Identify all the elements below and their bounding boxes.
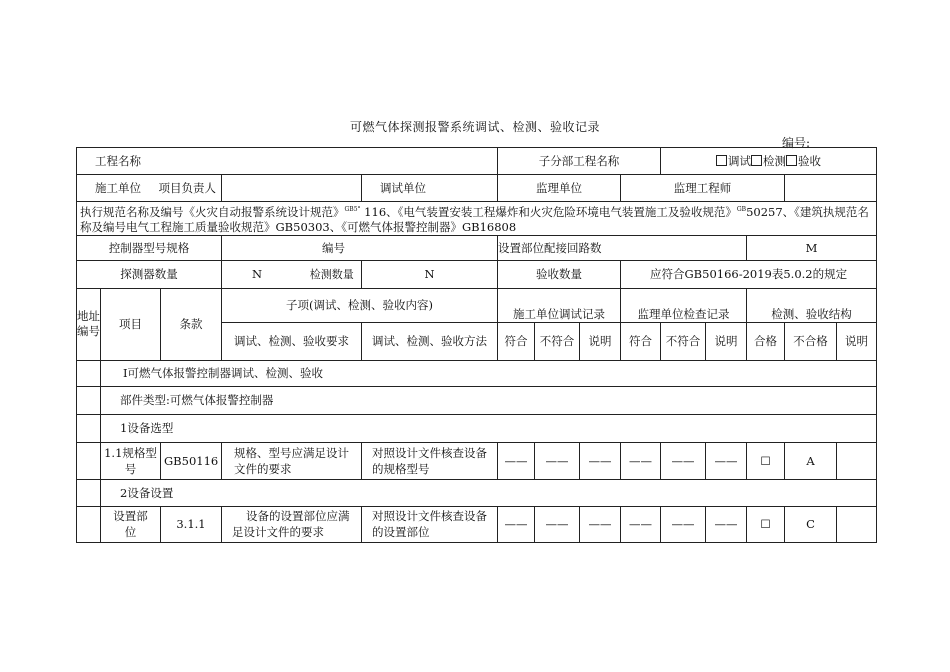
- row-2-note-supervision[interactable]: ——: [706, 506, 747, 542]
- controller-row: [77, 235, 877, 260]
- col-supervision-record: 监理单位检查记录: [621, 288, 747, 322]
- project-lead-label: 项目负责人: [158, 181, 216, 195]
- col-sub-item: 子项(调试、检测、验收内容): [222, 288, 498, 322]
- col-address-no: 地址编号: [77, 288, 101, 360]
- table-row: [77, 506, 877, 542]
- supervision-unit-label: 监理单位: [498, 175, 621, 202]
- group-1-blank: [77, 414, 101, 442]
- col-method: 调试、检测、验收方法: [362, 322, 498, 360]
- row-1-not-comply-construction[interactable]: ——: [535, 442, 580, 479]
- row-1-note-result[interactable]: [837, 442, 877, 479]
- detector-count-cell: [222, 260, 362, 288]
- table-row: [77, 442, 877, 479]
- number-field-label: 编号: [222, 235, 498, 260]
- row-2-note-result[interactable]: [837, 506, 877, 542]
- debug-option-label: 调试: [728, 154, 752, 168]
- row-1-item: 1.1规格型号: [101, 442, 161, 479]
- detect-checkbox[interactable]: [751, 155, 762, 166]
- row-2-requirement: 设备的设置部位应满足设计文件的要求: [222, 506, 362, 542]
- section-1-title: I可燃气体报警控制器调试、检测、验收: [101, 360, 877, 386]
- group-2-blank: [77, 479, 101, 506]
- row-1-comply-construction[interactable]: ——: [498, 442, 535, 479]
- row-1-note-construction[interactable]: ——: [580, 442, 621, 479]
- units-row: [77, 175, 877, 202]
- column-header-row-1: [77, 288, 877, 322]
- component-type-text: 部件类型:可燃气体报警控制器: [101, 386, 877, 414]
- col-requirement: 调试、检测、验收要求: [222, 322, 362, 360]
- col-note-result: 说明: [837, 322, 877, 360]
- group-1-title: 1设备选型: [101, 414, 877, 442]
- col-pass: 合格: [747, 322, 785, 360]
- col-construction-record: 施工单位调试记录: [498, 288, 621, 322]
- spec-sup-2: GB: [736, 206, 747, 213]
- row-1-not-comply-supervision[interactable]: ——: [661, 442, 706, 479]
- accept-option-label: 验收: [798, 154, 822, 168]
- col-fail: 不合格: [785, 322, 837, 360]
- row-2-address[interactable]: [77, 506, 101, 542]
- document-number-label: 编号:: [782, 136, 811, 150]
- section-1-blank: [77, 360, 101, 386]
- sub-project-label: 子分部工程名称: [498, 148, 661, 175]
- controller-model-label: 控制器型号规格: [77, 235, 222, 260]
- col-result: 检测、验收结构: [747, 288, 877, 322]
- col-clause: 条款: [161, 288, 222, 360]
- accept-checkbox[interactable]: [786, 155, 797, 166]
- row-2-pass-checkbox[interactable]: ☐: [747, 506, 785, 542]
- row-2-not-comply-supervision[interactable]: ——: [661, 506, 706, 542]
- accepted-count-label: 验收数量: [498, 260, 621, 288]
- spec-prefix: 执行规范名称及编号《火灾自动报警系统设计规范》: [80, 204, 345, 219]
- counts-row: [77, 260, 877, 288]
- col-item: 项目: [101, 288, 161, 360]
- supervision-engineer-value[interactable]: [785, 175, 877, 202]
- section-1-row: [77, 360, 877, 386]
- row-2-item: 设置部位: [101, 506, 161, 542]
- debug-unit-label: 调试单位: [362, 175, 498, 202]
- row-1-clause: GB50116: [161, 442, 222, 479]
- row-1-address[interactable]: [77, 442, 101, 479]
- row-1-method: 对照设计文件核查设备的规格型号: [362, 442, 498, 479]
- group-2-title: 2设备设置: [101, 479, 877, 506]
- col-comply-construction: 符合: [498, 322, 535, 360]
- group-2-row: [77, 479, 877, 506]
- loop-count-value: M: [747, 235, 877, 260]
- row-1-comply-supervision[interactable]: ——: [621, 442, 661, 479]
- construction-unit-label: [77, 175, 222, 202]
- detect-option-label: 检测: [763, 154, 787, 168]
- row-1-grade: A: [785, 442, 837, 479]
- row-2-method: 对照设计文件核查设备的设置部位: [362, 506, 498, 542]
- detected-count-label: 检测数量: [309, 268, 354, 282]
- spec-row: [77, 202, 877, 236]
- detected-count-value: N: [362, 260, 498, 288]
- project-name-label: 工程名称: [77, 148, 498, 175]
- row-1-pass-checkbox[interactable]: ☐: [747, 442, 785, 479]
- row-1-note-supervision[interactable]: ——: [706, 442, 747, 479]
- detector-count-label: 探测器数量: [77, 260, 222, 288]
- spec-middle-1: 116、《电气装置安装工程爆炸和火灾危险环境电气装置施工及验收规范》: [360, 204, 737, 219]
- row-2-note-construction[interactable]: ——: [580, 506, 621, 542]
- row-1-requirement: 规格、型号应满足设计文件的要求: [222, 442, 362, 479]
- col-note-construction: 说明: [580, 322, 621, 360]
- record-type-options: [661, 148, 877, 175]
- col-note-supervision: 说明: [706, 322, 747, 360]
- row-2-clause: 3.1.1: [161, 506, 222, 542]
- loop-count-label: 设置部位配接回路数: [498, 235, 747, 260]
- row-2-comply-supervision[interactable]: ——: [621, 506, 661, 542]
- supervision-engineer-label: 监理工程师: [621, 175, 785, 202]
- project-lead-value[interactable]: [222, 175, 362, 202]
- row-2-not-comply-construction[interactable]: ——: [535, 506, 580, 542]
- group-1-row: [77, 414, 877, 442]
- spec-middle-2: 50257、《建筑执规范名称及编号电气工程施工质量验收规范》GB50303、《可燃气体报警控制器》GB16808: [80, 204, 869, 234]
- construction-unit-text: 施工单位: [95, 181, 141, 195]
- document-title: 可燃气体探测报警系统调试、检测、验收记录: [349, 120, 600, 134]
- row-2-comply-construction[interactable]: ——: [498, 506, 535, 542]
- detector-count-value: N: [252, 267, 263, 282]
- spec-sup-1: GB5°: [344, 206, 361, 213]
- record-table: [76, 147, 877, 543]
- row-2-grade: C: [785, 506, 837, 542]
- component-type-row: [77, 386, 877, 414]
- debug-checkbox[interactable]: [716, 155, 727, 166]
- spec-text: [77, 202, 877, 236]
- project-name-row: [77, 148, 877, 175]
- col-not-comply-supervision: 不符合: [661, 322, 706, 360]
- col-not-comply-construction: 不符合: [535, 322, 580, 360]
- col-comply-supervision: 符合: [621, 322, 661, 360]
- component-type-blank: [77, 386, 101, 414]
- accepted-count-note: 应符合GB50166-2019表5.0.2的规定: [621, 260, 877, 288]
